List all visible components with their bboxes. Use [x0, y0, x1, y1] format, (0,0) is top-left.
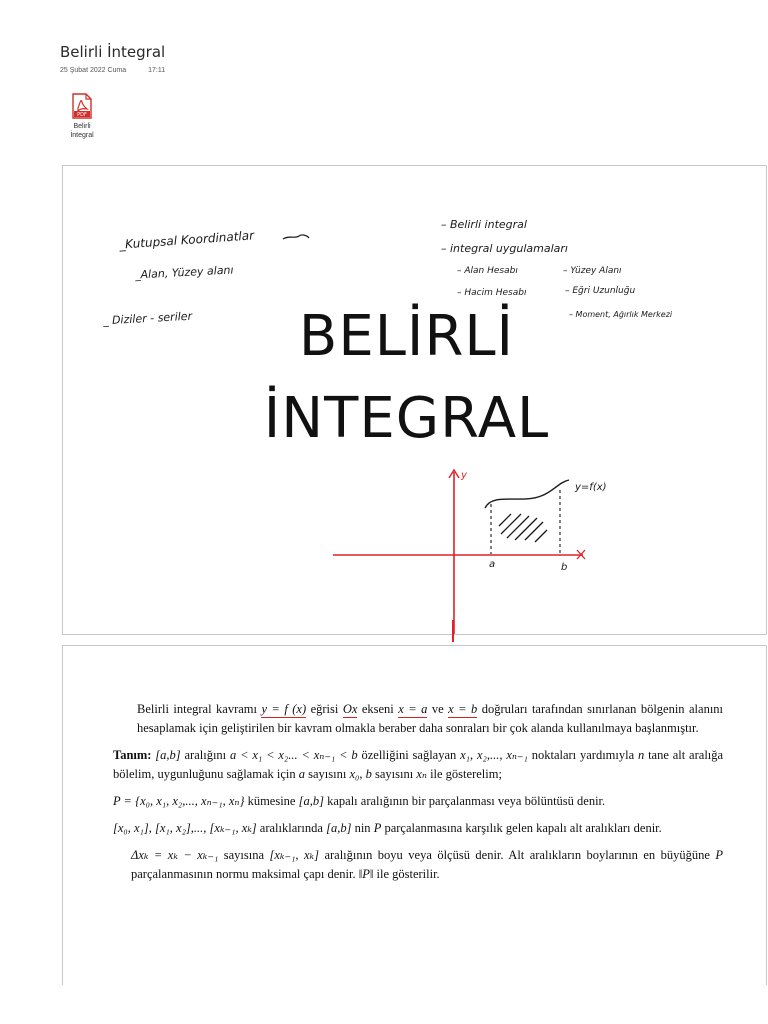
document-page [62, 645, 767, 985]
page-title: Belirli İntegral [60, 43, 166, 61]
handwritten-note: _Alan, Yüzey alanı [134, 263, 234, 282]
note-date: 25 Şubat 2022 Cuma [60, 67, 127, 74]
y-axis-label: y [461, 470, 467, 481]
attachment-label-line2: İntegral [70, 132, 94, 139]
paragraph-partition: P = {x₀, x₁, x₂,..., xₙ₋₁, xₙ} kümesine [a,b] kapalı aralığının bir parçalanması veya bölüntüsü denir. [113, 794, 606, 808]
handwritten-note: – Hacim Hesabı [457, 288, 527, 298]
handwritten-note: – Alan Hesabı [457, 266, 518, 276]
slide-title-line2: İNTEGRAL [263, 386, 550, 451]
handwritten-note: _ Diziler - seriler [102, 309, 193, 328]
integral-graph [331, 464, 631, 635]
handwritten-note: – integral uygulamaları [441, 242, 568, 255]
pdf-icon [71, 93, 93, 119]
b-label: b [561, 562, 568, 573]
paragraph-definition: Tanım: [a,b] aralığını a < x₁ < x₂... < xₙ₋₁ < b özelliğini sağlayan x₁, x₂,..., xₙ₋₁ noktaları yardımıyla n tane alt aralığa bölelim, uygunluğunu sağlamak için a sayısını x₀, b sayısını xₙ ile gösterelim; [113, 748, 724, 781]
a-label: a [489, 559, 496, 570]
hatch [499, 514, 547, 542]
note-meta [60, 67, 185, 74]
slide-image [62, 165, 767, 635]
handwritten-note: – Belirli integral [441, 218, 527, 231]
paragraph-subintervals: [x₀, x₁], [x₁, x₂],..., [xₖ₋₁, xₖ] aralıklarında [a,b] nin P parçalanmasına karşılık gelen kapalı alt aralıkları denir. [113, 821, 662, 835]
function-curve [485, 480, 569, 508]
handwritten-note: – Yüzey Alanı [563, 266, 622, 276]
note-time: 17:11 [148, 67, 166, 74]
arrow-mark [281, 230, 311, 244]
handwritten-note: – Moment, Ağırlık Merkezi [569, 310, 673, 319]
handwritten-note: _Kutupsal Koordinatlar [118, 228, 255, 252]
pdf-badge: PDF [77, 112, 87, 118]
slide-title-line1: BELİRLİ [298, 304, 515, 369]
red-connector-line [452, 620, 454, 642]
handwritten-note: – Eğri Uzunluğu [565, 286, 636, 296]
attachment-label-line1: Belirli [73, 123, 91, 130]
pdf-attachment[interactable] [62, 93, 102, 140]
paragraph-intro: Belirli integral kavramı y = f (x) eğrisi Ox ekseni x = a ve x = b doğruları tarafından sınırlanan bölgenin alanını hesaplamak için geliştirilen bir kavram olmakla beraber daha sonraları bir çok alanda kullanılmaya başlanmıştır. [137, 702, 724, 735]
paragraph-norm: Δxₖ = xₖ − xₖ₋₁ sayısına [xₖ₋₁, xₖ] aralığının boyu veya ölçüsü denir. Alt aralıkların boylarının en büyüğüne P parçalanmasının normu maksimal çapı denir. ‖P‖ ile gösterilir. [131, 848, 724, 881]
function-label: y=f(x) [575, 482, 607, 493]
